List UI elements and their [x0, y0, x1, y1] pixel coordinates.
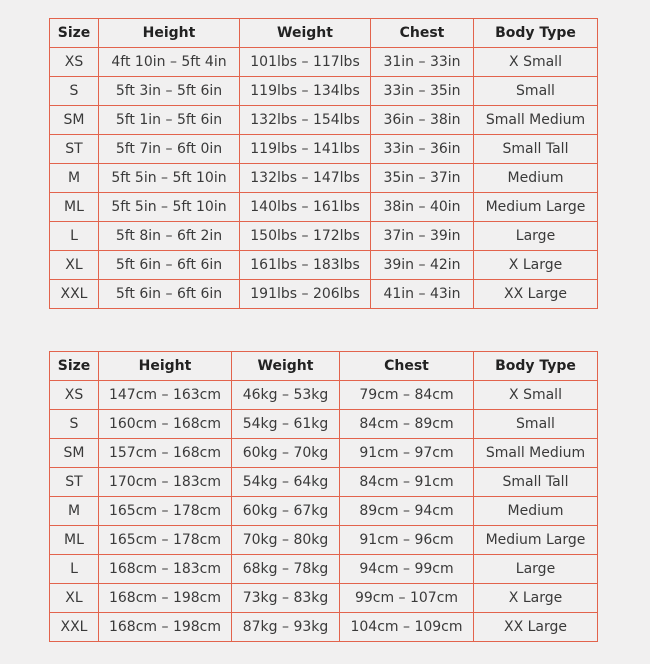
cell-chest: 38in – 40in [371, 193, 474, 222]
cell-chest: 33in – 35in [371, 77, 474, 106]
cell-chest: 84cm – 89cm [340, 410, 474, 439]
header-chest: Chest [340, 352, 474, 381]
cell-size: M [50, 164, 99, 193]
header-size: Size [50, 352, 99, 381]
table-row [50, 381, 598, 410]
cell-height: 5ft 3in – 5ft 6in [99, 77, 240, 106]
cell-weight: 54kg – 64kg [232, 468, 340, 497]
cell-size: XXL [50, 280, 99, 309]
cell-chest: 104cm – 109cm [340, 613, 474, 642]
cell-size: ML [50, 193, 99, 222]
cell-size: ST [50, 468, 99, 497]
cell-height: 5ft 6in – 6ft 6in [99, 251, 240, 280]
cell-size: S [50, 77, 99, 106]
cell-weight: 60kg – 67kg [232, 497, 340, 526]
cell-body-type: Large [474, 555, 598, 584]
table-row [50, 468, 598, 497]
cell-weight: 54kg – 61kg [232, 410, 340, 439]
cell-body-type: Small Medium [474, 439, 598, 468]
cell-height: 165cm – 178cm [99, 497, 232, 526]
cell-height: 170cm – 183cm [99, 468, 232, 497]
cell-body-type: Small Tall [474, 468, 598, 497]
table-row [50, 164, 598, 193]
table-row [50, 584, 598, 613]
cell-body-type: Small Medium [474, 106, 598, 135]
table-header-row [50, 19, 598, 48]
cell-chest: 37in – 39in [371, 222, 474, 251]
table-row [50, 77, 598, 106]
cell-height: 168cm – 198cm [99, 613, 232, 642]
table-row [50, 48, 598, 77]
header-body-type: Body Type [474, 352, 598, 381]
table-row [50, 410, 598, 439]
cell-body-type: Large [474, 222, 598, 251]
cell-size: S [50, 410, 99, 439]
cell-body-type: Medium [474, 497, 598, 526]
cell-size: L [50, 222, 99, 251]
cell-height: 5ft 5in – 5ft 10in [99, 193, 240, 222]
cell-size: XL [50, 584, 99, 613]
cell-height: 160cm – 168cm [99, 410, 232, 439]
cell-chest: 79cm – 84cm [340, 381, 474, 410]
cell-height: 5ft 8in – 6ft 2in [99, 222, 240, 251]
cell-weight: 132lbs – 147lbs [240, 164, 371, 193]
cell-chest: 41in – 43in [371, 280, 474, 309]
header-weight: Weight [232, 352, 340, 381]
table-row [50, 555, 598, 584]
cell-size: M [50, 497, 99, 526]
header-size: Size [50, 19, 99, 48]
table-row [50, 497, 598, 526]
cell-body-type: Medium Large [474, 526, 598, 555]
cell-weight: 161lbs – 183lbs [240, 251, 371, 280]
header-body-type: Body Type [474, 19, 598, 48]
table-row [50, 526, 598, 555]
table-row [50, 222, 598, 251]
cell-size: XS [50, 381, 99, 410]
cell-weight: 73kg – 83kg [232, 584, 340, 613]
table-row [50, 439, 598, 468]
cell-height: 5ft 6in – 6ft 6in [99, 280, 240, 309]
cell-height: 168cm – 198cm [99, 584, 232, 613]
header-weight: Weight [240, 19, 371, 48]
cell-chest: 31in – 33in [371, 48, 474, 77]
table-row [50, 135, 598, 164]
cell-chest: 99cm – 107cm [340, 584, 474, 613]
cell-height: 5ft 7in – 6ft 0in [99, 135, 240, 164]
table-row [50, 193, 598, 222]
cell-body-type: Small [474, 77, 598, 106]
cell-size: XS [50, 48, 99, 77]
cell-chest: 91cm – 97cm [340, 439, 474, 468]
cell-body-type: X Large [474, 584, 598, 613]
cell-weight: 70kg – 80kg [232, 526, 340, 555]
cell-size: XXL [50, 613, 99, 642]
cell-body-type: XX Large [474, 280, 598, 309]
cell-weight: 68kg – 78kg [232, 555, 340, 584]
cell-chest: 89cm – 94cm [340, 497, 474, 526]
table-row [50, 280, 598, 309]
cell-height: 165cm – 178cm [99, 526, 232, 555]
cell-chest: 84cm – 91cm [340, 468, 474, 497]
table-row [50, 613, 598, 642]
cell-weight: 191lbs – 206lbs [240, 280, 371, 309]
cell-size: L [50, 555, 99, 584]
header-height: Height [99, 19, 240, 48]
cell-weight: 87kg – 93kg [232, 613, 340, 642]
metric-size-table [49, 351, 598, 642]
cell-weight: 150lbs – 172lbs [240, 222, 371, 251]
cell-body-type: XX Large [474, 613, 598, 642]
cell-height: 5ft 5in – 5ft 10in [99, 164, 240, 193]
cell-weight: 60kg – 70kg [232, 439, 340, 468]
cell-height: 168cm – 183cm [99, 555, 232, 584]
cell-size: SM [50, 439, 99, 468]
header-chest: Chest [371, 19, 474, 48]
header-height: Height [99, 352, 232, 381]
cell-size: SM [50, 106, 99, 135]
table-row [50, 106, 598, 135]
cell-weight: 119lbs – 134lbs [240, 77, 371, 106]
cell-chest: 33in – 36in [371, 135, 474, 164]
cell-chest: 36in – 38in [371, 106, 474, 135]
table-header-row [50, 352, 598, 381]
cell-body-type: Medium Large [474, 193, 598, 222]
cell-body-type: X Small [474, 381, 598, 410]
cell-chest: 35in – 37in [371, 164, 474, 193]
cell-chest: 94cm – 99cm [340, 555, 474, 584]
cell-height: 157cm – 168cm [99, 439, 232, 468]
cell-height: 5ft 1in – 5ft 6in [99, 106, 240, 135]
cell-size: XL [50, 251, 99, 280]
cell-body-type: Small Tall [474, 135, 598, 164]
cell-body-type: Small [474, 410, 598, 439]
cell-size: ST [50, 135, 99, 164]
cell-weight: 140lbs – 161lbs [240, 193, 371, 222]
cell-weight: 119lbs – 141lbs [240, 135, 371, 164]
cell-body-type: X Small [474, 48, 598, 77]
cell-body-type: Medium [474, 164, 598, 193]
cell-weight: 46kg – 53kg [232, 381, 340, 410]
imperial-size-table [49, 18, 598, 309]
cell-weight: 101lbs – 117lbs [240, 48, 371, 77]
cell-weight: 132lbs – 154lbs [240, 106, 371, 135]
cell-size: ML [50, 526, 99, 555]
cell-height: 147cm – 163cm [99, 381, 232, 410]
cell-chest: 39in – 42in [371, 251, 474, 280]
cell-chest: 91cm – 96cm [340, 526, 474, 555]
table-row [50, 251, 598, 280]
cell-height: 4ft 10in – 5ft 4in [99, 48, 240, 77]
cell-body-type: X Large [474, 251, 598, 280]
